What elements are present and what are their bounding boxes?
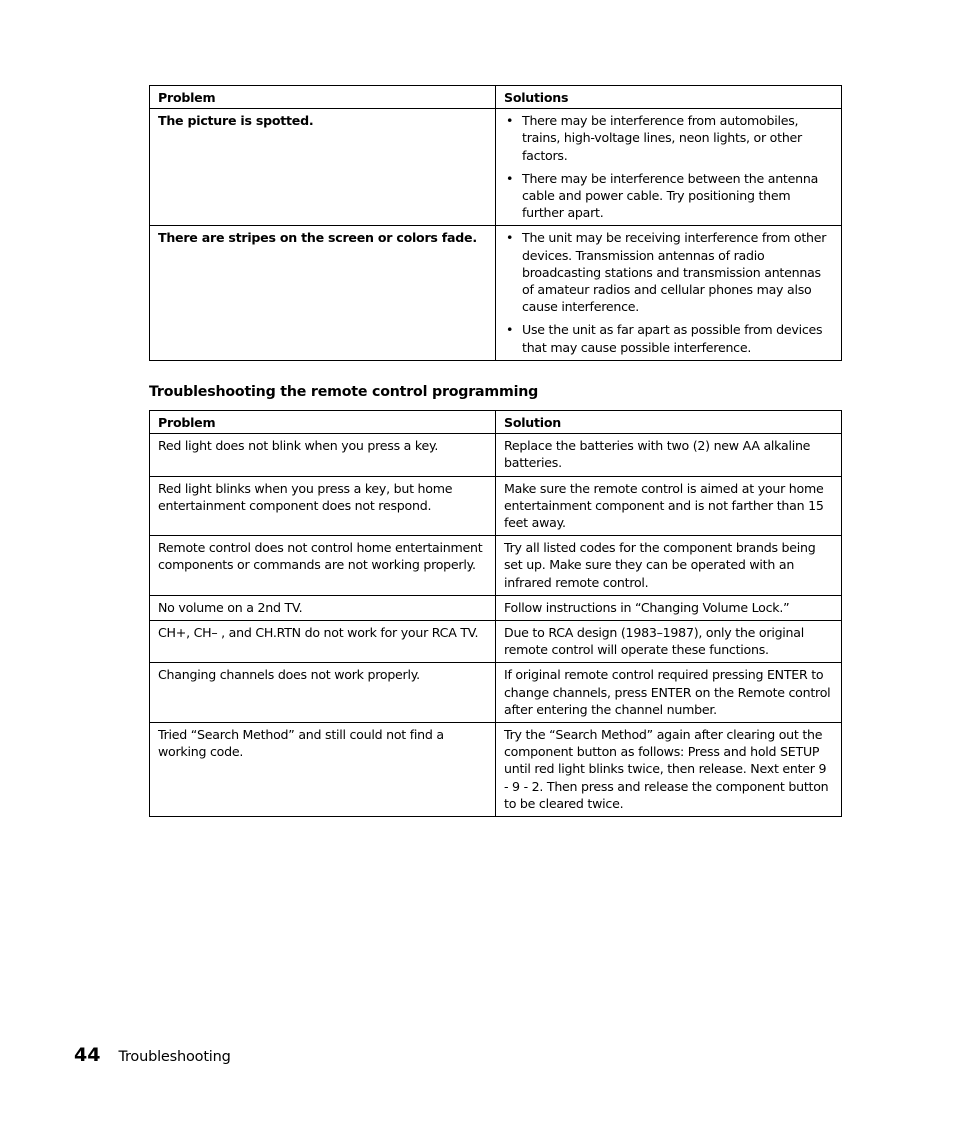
table-row bbox=[150, 723, 842, 817]
problem-cell: Remote control does not control home entertainment components or commands are not working properly. bbox=[150, 536, 496, 596]
problem-cell: CH+, CH– , and CH.RTN do not work for your RCA TV. bbox=[150, 621, 496, 663]
table-header-row bbox=[150, 411, 842, 434]
table-row bbox=[150, 595, 842, 620]
table-row bbox=[150, 476, 842, 536]
table-header-row bbox=[150, 86, 842, 109]
solution-cell: Follow instructions in “Changing Volume Lock.” bbox=[496, 595, 842, 620]
solution-item bbox=[504, 170, 833, 222]
remote-troubleshooting-table bbox=[149, 410, 842, 817]
solution-text: The unit may be receiving interference from other devices. Transmission antennas of radio broadcasting stations and transmission antennas of amateur radios and cellular phones may also cause interference. bbox=[522, 230, 827, 315]
bullet-icon: • bbox=[506, 113, 514, 129]
solution-cell: Try the “Search Method” again after clearing out the component button as follows: Press and hold SETUP until red light blinks twice, then release. Next enter 9 - 9 - 2. Then press and release the component button to be cleared twice. bbox=[496, 723, 842, 817]
solutions-cell bbox=[496, 109, 842, 226]
section-heading: Troubleshooting the remote control programming bbox=[149, 384, 539, 400]
table-row bbox=[150, 226, 842, 360]
table-row bbox=[150, 109, 842, 226]
problem-cell: Changing channels does not work properly. bbox=[150, 663, 496, 723]
bullet-icon: • bbox=[506, 170, 514, 186]
solution-item bbox=[504, 112, 833, 164]
page-footer bbox=[74, 1044, 231, 1066]
table-row bbox=[150, 434, 842, 476]
table-row bbox=[150, 663, 842, 723]
footer-section-label: Troubleshooting bbox=[118, 1049, 231, 1065]
solution-column-header: Solution bbox=[496, 411, 842, 434]
solution-list bbox=[504, 112, 833, 221]
solution-item bbox=[504, 321, 833, 355]
solution-item bbox=[504, 229, 833, 315]
problem-cell bbox=[150, 226, 496, 360]
problem-text: There are stripes on the screen or colors fade. bbox=[158, 230, 477, 246]
page-number: 44 bbox=[74, 1044, 101, 1066]
problem-cell bbox=[150, 109, 496, 226]
solution-cell: Replace the batteries with two (2) new AA alkaline batteries. bbox=[496, 434, 842, 476]
problem-cell: Tried “Search Method” and still could not find a working code. bbox=[150, 723, 496, 817]
solution-cell: Try all listed codes for the component brands being set up. Make sure they can be operated with an infrared remote control. bbox=[496, 536, 842, 596]
problem-column-header: Problem bbox=[150, 411, 496, 434]
solutions-column-header: Solutions bbox=[496, 86, 842, 109]
table-row bbox=[150, 536, 842, 596]
problem-cell: Red light does not blink when you press a key. bbox=[150, 434, 496, 476]
solution-text: There may be interference from automobiles, trains, high-voltage lines, neon lights, or other factors. bbox=[522, 113, 802, 163]
problem-cell: No volume on a 2nd TV. bbox=[150, 595, 496, 620]
bullet-icon: • bbox=[506, 230, 514, 246]
table-row bbox=[150, 621, 842, 663]
problem-text: The picture is spotted. bbox=[158, 113, 314, 129]
problem-column-header: Problem bbox=[150, 86, 496, 109]
picture-troubleshooting-table bbox=[149, 85, 842, 361]
solutions-cell bbox=[496, 226, 842, 360]
problem-cell: Red light blinks when you press a key, but home entertainment component does not respond. bbox=[150, 476, 496, 536]
solution-cell: Due to RCA design (1983–1987), only the original remote control will operate these functions. bbox=[496, 621, 842, 663]
solution-cell: If original remote control required pressing ENTER to change channels, press ENTER on the Remote control after entering the channel number. bbox=[496, 663, 842, 723]
bullet-icon: • bbox=[506, 322, 514, 338]
solution-text: Use the unit as far apart as possible from devices that may cause possible interference. bbox=[522, 322, 823, 355]
solution-cell: Make sure the remote control is aimed at your home entertainment component and is not farther than 15 feet away. bbox=[496, 476, 842, 536]
solution-list bbox=[504, 229, 833, 355]
solution-text: There may be interference between the antenna cable and power cable. Try positioning them further apart. bbox=[522, 170, 819, 221]
